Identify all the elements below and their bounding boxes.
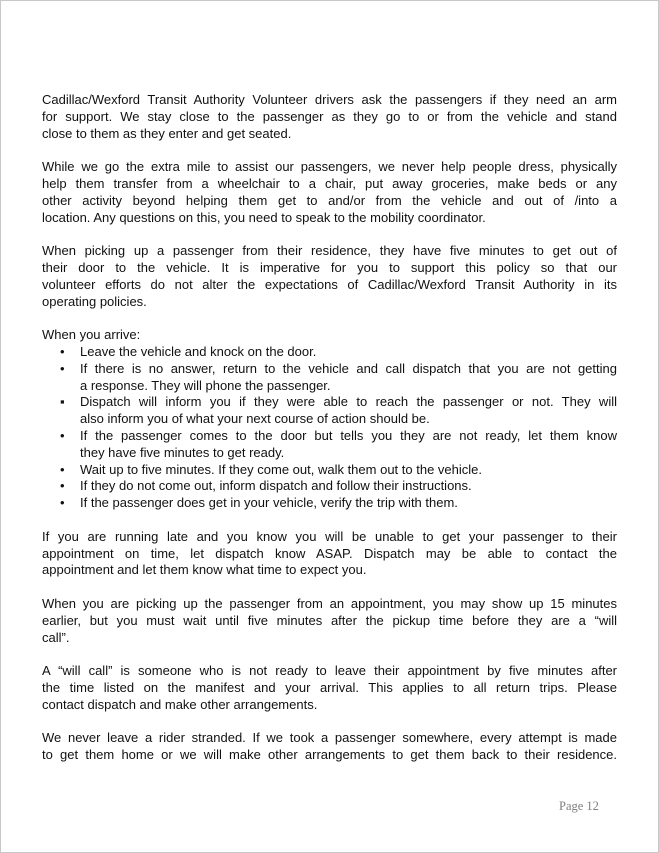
bullet-icon: •: [60, 495, 65, 511]
text-line: While we go the extra mile to assist our passengers, we never help people dress, physically: [42, 159, 617, 175]
bullet-icon: •: [60, 427, 65, 443]
text-line: help them transfer from a wheelchair to a chair, put away groceries, make beds or any: [42, 175, 617, 191]
bullet-icon: •: [60, 360, 65, 376]
list-item: [42, 344, 617, 361]
paragraph: [42, 92, 617, 142]
text-line: We never leave a rider stranded. If we took a passenger somewhere, every attempt is made: [42, 730, 617, 746]
text-line: When picking up a passenger from their residence, they have five minutes to get out of: [42, 243, 617, 259]
text-line: Leave the vehicle and knock on the door.: [80, 343, 317, 359]
text-line: Cadillac/Wexford Transit Authority Volunteer drivers ask the passengers if they need an arm: [42, 92, 617, 107]
text-line: Wait up to five minutes. If they come out, walk them out to the vehicle.: [80, 461, 482, 477]
list-item: [42, 361, 617, 395]
bottom-paragraphs: [42, 529, 617, 764]
paragraph: [42, 730, 617, 764]
text-line: their door to the vehicle. It is imperative for you to support this policy so that our: [42, 259, 617, 275]
bullet-icon: ▪: [60, 394, 65, 410]
top-paragraphs: [42, 92, 617, 310]
text-line: to get them home or we will make other arrangements to get them back to their residence.: [42, 747, 617, 763]
arrival-steps-list: [42, 344, 617, 512]
list-item: [42, 394, 617, 428]
text-line: appointment and let them know what time to expect you.: [42, 562, 367, 578]
text-line: appointment on time, let dispatch know ASAP. Dispatch may be able to contact the: [42, 545, 617, 561]
text-line: earlier, but you must wait until five minutes after the pickup time before they are a “will: [42, 612, 617, 628]
paragraph: [42, 596, 617, 646]
text-line: If you are running late and you know you will be unable to get your passenger to their: [42, 528, 617, 544]
text-line: call”.: [42, 629, 70, 645]
text-line: Dispatch will inform you if they were able to reach the passenger or not. They will: [80, 394, 617, 410]
page-number: Page 12: [559, 799, 599, 813]
text-line: contact dispatch and make other arrangements.: [42, 696, 318, 712]
arrival-section: [42, 327, 617, 512]
list-item: [42, 478, 617, 495]
text-line: If they do not come out, inform dispatch and follow their instructions.: [80, 478, 472, 494]
text-line: for support. We stay close to the passenger as they go to or from the vehicle and stand: [42, 108, 617, 124]
text-line: a response. They will phone the passenger.: [80, 377, 331, 393]
bullet-icon: •: [60, 343, 65, 359]
text-line: volunteer efforts do not alter the expectations of Cadillac/Wexford Transit Authority in its: [42, 276, 617, 292]
list-intro: When you arrive:: [42, 327, 141, 343]
text-line: When you are picking up the passenger from an appointment, you may show up 15 minutes: [42, 595, 617, 611]
list-item: [42, 428, 617, 462]
text-line: If there is no answer, return to the vehicle and call dispatch that you are not getting: [80, 360, 617, 376]
text-line: operating policies.: [42, 293, 147, 309]
text-line: If the passenger does get in your vehicle, verify the trip with them.: [80, 495, 458, 511]
list-item: [42, 495, 617, 512]
paragraph: [42, 529, 617, 579]
text-line: they have five minutes to get ready.: [80, 444, 285, 460]
paragraph: [42, 663, 617, 713]
text-line: other activity beyond helping them get to and/or from the vehicle and out of /into a: [42, 192, 617, 208]
text-line: If the passenger comes to the door but tells you they are not ready, let them know: [80, 427, 617, 443]
bullet-icon: •: [60, 461, 65, 477]
text-line: also inform you of what your next course of action should be.: [80, 411, 430, 427]
page-body: [42, 92, 617, 781]
text-line: close to them as they enter and get seated.: [42, 125, 292, 141]
paragraph: [42, 159, 617, 226]
bullet-icon: •: [60, 478, 65, 494]
list-item: [42, 462, 617, 479]
text-line: the time listed on the manifest and your arrival. This applies to all return trips. Please: [42, 679, 617, 695]
paragraph: [42, 243, 617, 310]
text-line: location. Any questions on this, you need to speak to the mobility coordinator.: [42, 209, 486, 225]
text-line: A “will call” is someone who is not ready to leave their appointment by five minutes after: [42, 663, 617, 679]
